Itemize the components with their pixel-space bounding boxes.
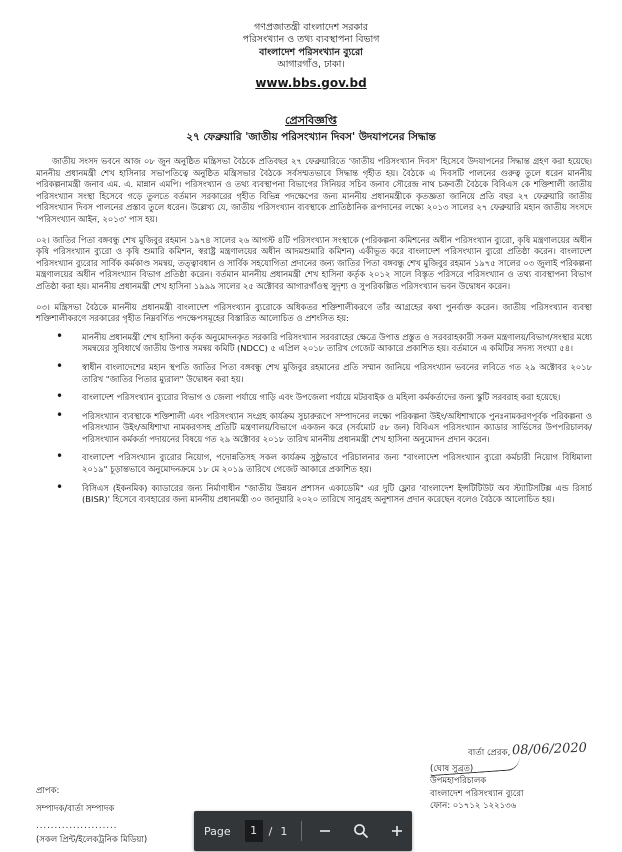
zoom-out-icon xyxy=(318,824,332,838)
list-item: • স্বাধীন বাংলাদেশের মহান স্থপতি জাতির পিতা বঙ্গবন্ধু শেখ মুজিবুর রহমানের প্রতি সম্মান জানিয়ে পরিসংখ্যান ভবনের লবিতে গত ২৯ অক্টোবর ২০১৮ তারিখ "জাতির পিতার ম্যুরাল" উদ্বোধন করা হয়। xyxy=(82,362,592,385)
list-item: • বাংলাদেশ পরিসংখ্যান ব্যুরোর নিয়োগ, পদোন্নতিসহ সকল কার্যক্রম সুষ্ঠুভাবে পরিচালনার জন্য "বাংলাদেশ পরিসংখ্যান ব্যুরো কর্মচারী নিয়োগ বিধিমালা ২০১৯" চূড়ান্তভাবে অনুমোদনক্রমে ১৮ মে ২০১৯ তারিখে গেজেট আকারে প্রকাশিত হয়। xyxy=(82,452,592,475)
fit-page-button[interactable] xyxy=(348,818,374,844)
recipient-dots: ...................... xyxy=(36,821,118,831)
page-label: Page xyxy=(204,824,231,838)
letterhead xyxy=(0,22,622,92)
website-link[interactable]: www.bbs.gov.bd xyxy=(255,75,367,90)
signature-block xyxy=(430,763,620,813)
zoom-in-button[interactable] xyxy=(384,818,410,844)
headline: ২৭ ফেব্রুয়ারি 'জাতীয় পরিসংখ্যান দিবস' উদযাপনের সিদ্ধান্ত xyxy=(186,131,436,143)
recipient-media: (সকল প্রিন্ট/ইলেকট্রনিক মিডিয়া) xyxy=(36,834,148,845)
pdf-viewer-toolbar xyxy=(194,811,412,851)
recipient-line: সম্পাদক/বার্তা সম্পাদক xyxy=(36,803,115,814)
list-item: • মাননীয় প্রধানমন্ত্রী শেখ হাসিনা কর্তৃক অনুমোদনকৃত সরকারি পরিসংখ্যান সরবরাহের ক্ষেত্রে উপাত্ত প্রস্তুত ও সরবরাহকারী সকল মন্ত্রণালয়/বিভাগ/সংস্থার মধ্যে সমন্বয়ের সুবিধার্থে জাতীয় উপাত্ত সমন্বয় কমিটি (NDCC) ৫ এপ্রিল ২০১৮ তারিখ গেজেট আকারে প্রকাশিত হয়। বর্তমানে এ কমিটির সদস্য সংখ্যা ৫৪। xyxy=(82,332,592,355)
total-pages: 1 xyxy=(280,824,288,838)
zoom-in-icon xyxy=(390,824,404,838)
signer-name: (ঘোষ সুব্রত) xyxy=(430,764,474,774)
handwritten-date: 08/06/2020 xyxy=(511,740,588,759)
list-item: • বাংলাদেশ পরিসংখ্যান ব্যুরোর বিভাগ ও জেলা পর্যায়ে গাড়ি এবং উপজেলা পর্যায়ে মটরবাইক ও মহিলা কর্মকর্তাদের জন্য স্কুটি সরবরাহ করা হয়েছে। xyxy=(82,392,592,404)
fit-page-icon xyxy=(353,823,369,839)
signer-phone: ফোন: ০১৭১২ ১২২১৩৬ xyxy=(430,801,517,812)
signer-org: বাংলাদেশ পরিসংখ্যান ব্যুরো xyxy=(430,788,524,799)
list-item: • বিসিএস (ইকনমিক) ক্যাডারের জন্য নির্মাণাধীন "জাতীয় উন্নয়ন প্রশাসন একাডেমি" এর দুটি ফ্লোর 'বাংলাদেশ ইন্সটিটিউট অব স্ট্যাটিসটিক্স এন্ড রিসার্চ (BISR)' হিসেবে ব্যবহারের জন্য মাননীয় প্রধানমন্ত্রী ৩০ জানুয়ারি ২০২০ তারিখে সানুগ্রহ অনুশাসন প্রদান করেছেন বলেও বৈঠকে আলোচিত হয়। xyxy=(82,483,592,506)
zoom-out-button[interactable] xyxy=(312,818,338,844)
list-item: • পরিসংখ্যান ব্যবস্থাকে শক্তিশালী এবং পরিসংখ্যান সংগ্রহ কার্যক্রম সুচারুরূপে সম্পাদনের লক্ষ্যে পরিকল্পনা উইং/অধিশাখাকে পুনঃনামকরণপূর্বক পরিকল্পনা ও পরিসংখ্যান উইং/অধিশাখা নামকরণসহ প্রতিটি মন্ত্রণালয়/বিভাগে একজন করে (সর্বমোট ৫৮ জন) বিবিএস পরিসংখ্যান ক্যাডার সার্ভিসের উপপরিচালক/পরিসংখ্যান কর্মকর্তা পদায়নের বিষয়ে গত ২৯ অক্টোবর ২০১৮ তারিখ মাননীয় প্রধানমন্ত্রী শেখ হাসিনা অনুমোদন প্রদান করেন। xyxy=(82,411,592,446)
address: আগারগাঁও, ঢাকা। xyxy=(277,59,345,71)
recipient-block xyxy=(36,786,147,852)
bullet-list xyxy=(36,332,592,506)
govt-name: গণপ্রজাতন্ত্রী বাংলাদেশ সরকার xyxy=(254,22,368,33)
bureau-name: বাংলাদেশ পরিসংখ্যান ব্যুরো xyxy=(259,46,363,58)
document-body xyxy=(36,156,592,513)
paragraph-2: ০২। জাতির পিতা বঙ্গবন্ধু শেখ মুজিবুর রহমান ১৯৭৪ সালের ২৬ আগস্ট ৪টি পরিসংখ্যান সংস্থাকে (পরিকল্পনা কমিশনের অধীন পরিসংখ্যান ব্যুরো, কৃষি মন্ত্রণালয়ের অধীন কৃষি পরিসংখ্যান ব্যুরো ও কৃষি শুমারি কমিশন, স্বরাষ্ট্র মন্ত্রণালয়ের অধীন আদমশুমারি কমিশন) একীভূত করে বাংলাদেশ পরিসংখ্যান ব্যুরো প্রতিষ্ঠা করেন। বাংলাদেশ পরিসংখ্যান ব্যুরোর সার্বিক কর্মকাণ্ড সমন্বয়, তত্ত্বাবধান ও সার্বিক সহযোগিতা প্রদানের জন্য জাতির পিতা বঙ্গবন্ধু শেখ মুজিবুর রহমান ১৯৭৫ সালের ০৩ জুলাই পরিকল্পনা মন্ত্রণালয়ের অধীন পরিসংখ্যান বিভাগ প্রতিষ্ঠা করেন। বর্তমান মাননীয় প্রধানমন্ত্রী শেখ হাসিনা কর্তৃক ২০১২ সালে বিস্তৃত পরিসরে পরিসংখ্যান ও তথ্য ব্যবস্থাপনা বিভাগ প্রতিষ্ঠা করা হয়। মাননীয় প্রধানমন্ত্রী শেখ হাসিনা ১৯৯৯ সালের ২৫ অক্টোবর আগারগাঁওস্থ সুদৃশ্য ও সুপরিকল্পিত পরিসংখ্যান ভবন উদ্বোধন করেন। xyxy=(36,234,592,291)
page-separator: / xyxy=(268,824,273,838)
paragraph-1: জাতীয় সংসদ ভবনে আজ ০৮ জুন অনুষ্ঠিত মন্ত্রিসভা বৈঠকে প্রতিবছর ২৭ ফেব্রুয়ারিতে 'জাতীয় পরিসংখ্যান দিবস' হিসেবে উদযাপনের সিদ্ধান্ত গ্রহণ করা হয়েছে। মাননীয় প্রধানমন্ত্রী শেখ হাসিনার সভাপতিত্বে অনুষ্ঠিত মন্ত্রিসভার বৈঠকে সর্বসম্মতভাবে সিদ্ধান্ত গৃহীত হয়। বৈঠকে এ দিবসটি পালনের গুরুত্ব তুলে ধরেন মাননীয় পরিকল্পনামন্ত্রী জনাব এম. এ. মান্নান এমপি। পরিসংখ্যান ও তথ্য ব্যবস্থাপনা বিভাগের সিনিয়র সচিব জনাব সৌরেন্দ্র নাথ চক্রবর্তী বৈঠকে বিবিএস কে শক্তিশালী জাতীয় পরিসংখ্যান সংস্থা হিসেবে গড়ে তুলতে বর্তমান সরকারের গৃহীত বিভিন্ন পদক্ষেপের জন্য মাননীয় প্রধানমন্ত্রীকে কৃতজ্ঞতা জানিয়ে প্রতি বছর ২৭ ফেব্রুয়ারি জাতীয় পরিসংখ্যান দিবস পালনের প্রস্তাব তুলে ধরেন। উল্লেখ্য যে, জাতীয় পরিসংখ্যান ব্যবস্থাকে প্রাতিষ্ঠানিক রূপদানের লক্ষ্যে ২০১৩ সালের ২৭ ফেব্রুয়ারি মহান জাতীয় সংসদে 'পরিসংখ্যান আইন, ২০১৩' পাস হয়। xyxy=(36,156,592,224)
page-number-input[interactable]: 1 xyxy=(245,820,263,842)
signer-title: উপমহাপরিচালক xyxy=(430,776,487,787)
press-release-label: প্রেসবিজ্ঞপ্তি xyxy=(285,114,337,127)
division-name: পরিসংখ্যান ও তথ্য ব্যবস্থাপনা বিভাগ xyxy=(242,34,380,46)
reporter-label: বার্তা প্রেরক, xyxy=(468,748,511,758)
toolbar-divider xyxy=(301,821,302,841)
paragraph-3: ০৩। মন্ত্রিসভা বৈঠকে মাননীয় প্রধানমন্ত্রী বাংলাদেশ পরিসংখ্যান ব্যুরোকে অধিকতর শক্তিশালীকরণে তাঁর আগ্রহের কথা পুনর্ব্যক্ত করেন। জাতীয় পরিসংখ্যান ব্যবস্থা শক্তিশালীকরণে সরকারের গৃহীত নিম্নবর্ণিত পদক্ষেপসমূহের বিস্তারিত আলোচিত ও প্রশংসিত হয়: xyxy=(36,301,592,324)
recipient-label: প্রাপক: xyxy=(36,786,60,796)
